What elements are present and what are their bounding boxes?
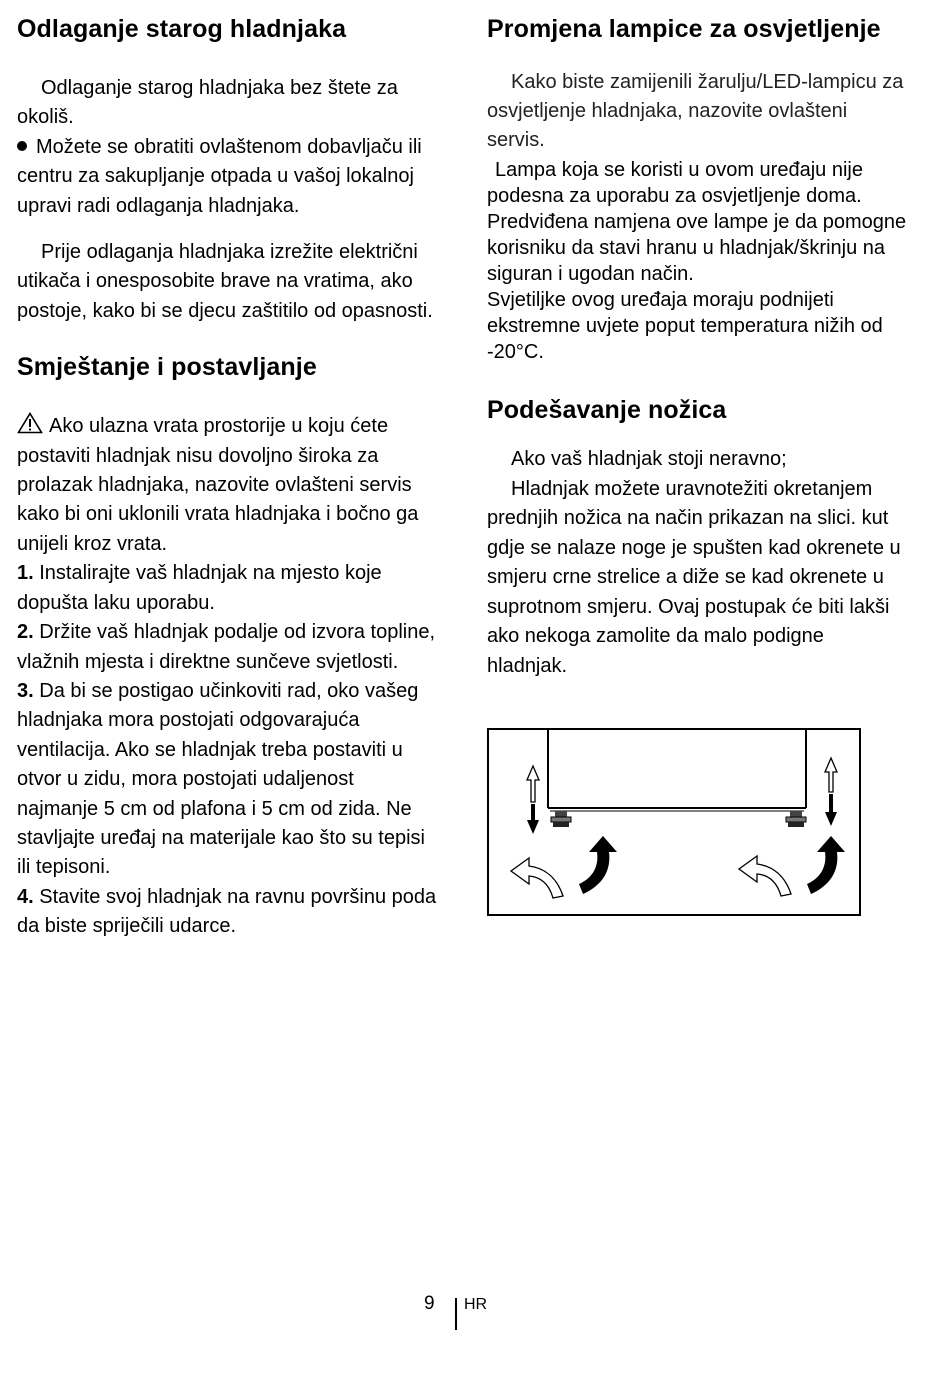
item-number: 2. xyxy=(17,621,34,644)
lamp-para3: Svjetiljke ovog uređaja moraju podnijeti ekstremne uvjete poput temperatura nižih od -20°C. xyxy=(487,289,883,363)
page-footer xyxy=(0,1290,950,1330)
placement-item-4 xyxy=(17,883,437,942)
disposal-intro: Odlaganje starog hladnjaka bez štete za okoliš. xyxy=(17,77,398,129)
item-text: Da bi se postigao učinkoviti rad, oko vašeg hladnjaka mora postojati odgovarajuća ventilacija. Ako se hladnjak treba postaviti u otvor u zidu, mora postojati udaljenost najmanje 5 cm od plafona i 5 cm od zida. Ne stavljajte uređaj na materijale kao što su tepisi ili tepisoni. xyxy=(17,679,425,879)
warning-icon xyxy=(17,412,43,434)
language-code: HR xyxy=(464,1296,488,1313)
item-text: Instalirajte vaš hladnjak na mjesto koje dopušta laku uporabu. xyxy=(17,562,382,614)
feet-adjustment-figure xyxy=(487,728,861,916)
item-number: 3. xyxy=(17,679,34,702)
feet-heading: Podešavanje nožica xyxy=(487,396,727,424)
placement-warning xyxy=(17,412,437,559)
disposal-bullet xyxy=(17,133,437,221)
placement-item-2 xyxy=(17,618,437,677)
bullet-icon xyxy=(17,141,27,151)
placement-item-1 xyxy=(17,559,437,618)
feet-para: Hladnjak možete uravnotežiti okretanjem prednjih nožica na način prikazan na slici. kut gdje se nalaze noge je spušten kad okrenete u smjeru crne strelice a diže se kad okrenete u suprotnom smjeru. Ovaj postupak će biti lakši ako nekoga zamolite da malo podigne hladnjak. xyxy=(487,477,901,677)
disposal-para2: Prije odlaganja hladnjaka izrežite električni utikača i onesposobite brave na vratima, ako postoje, kako bi se djecu zaštitilo od opasnosti. xyxy=(17,241,433,322)
right-column xyxy=(487,12,907,681)
page-number: 9 xyxy=(424,1293,435,1314)
left-column xyxy=(17,12,437,942)
feet-line1: Ako vaš hladnjak stoji neravno; xyxy=(511,448,787,470)
item-number: 1. xyxy=(17,562,34,585)
lamp-para1: Kako biste zamijenili žarulju/LED-lampicu za osvjetljenje hladnjaka, nazovite ovlašteni servis. xyxy=(487,71,904,151)
footer-divider xyxy=(455,1298,457,1330)
placement-heading: Smještanje i postavljanje xyxy=(17,353,317,382)
placement-warning-text: Ako ulazna vrata prostorije u koju ćete postaviti hladnjak nisu dovoljno široka za prolazak hladnjaka, nazovite ovlašteni servis kako bi oni uklonili vrata hladnjaka i bočno ga unijeli kroz vrata. xyxy=(17,415,419,555)
item-number: 4. xyxy=(17,885,34,908)
item-text: Držite vaš hladnjak podalje od izvora topline, vlažnih mjesta i direktne sunčeve svjetlosti. xyxy=(17,621,436,673)
lamp-para2: Lampa koja se koristi u ovom uređaju nije podesna za uporabu za osvjetljenje doma. Predviđena namjena ove lampe je da pomogne korisniku da stavi hranu u hladnjak/škrinju na siguran i ugodan način. xyxy=(487,159,907,285)
placement-item-3 xyxy=(17,677,437,883)
disposal-heading: Odlaganje starog hladnjaka xyxy=(17,15,347,43)
item-text: Stavite svoj hladnjak na ravnu površinu poda da biste spriječili udarce. xyxy=(17,885,437,938)
disposal-bullet-text: Možete se obratiti ovlaštenom dobavljaču ili centru za sakupljanje otpada u vašoj lokalnoj upravi radi odlaganja hladnjaka. xyxy=(17,135,422,217)
lamp-heading: Promjena lampice za osvjetljenje xyxy=(487,15,881,43)
